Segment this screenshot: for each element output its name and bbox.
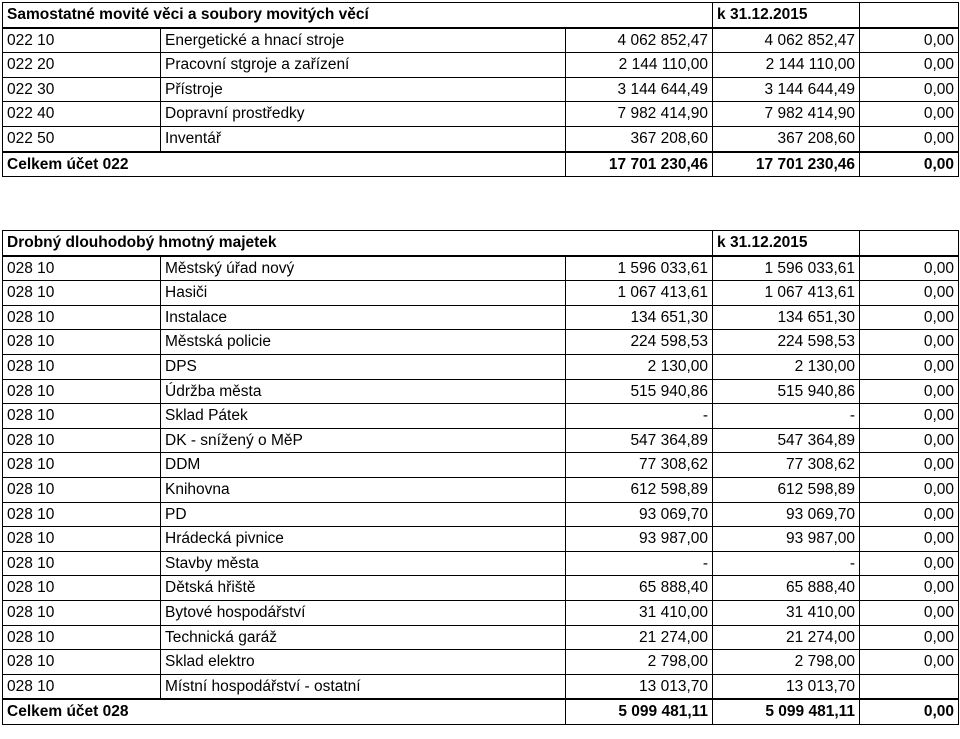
account-code-cell: 028 10 <box>3 330 161 355</box>
table-row <box>3 600 959 625</box>
item-name-cell: DDM <box>161 453 566 478</box>
account-code-cell: 022 10 <box>3 28 161 53</box>
value-end-cell: 93 069,70 <box>713 502 860 527</box>
table-row <box>3 453 959 478</box>
account-code-cell: 022 50 <box>3 126 161 151</box>
table-row <box>3 53 959 78</box>
value-start-cell: 13 013,70 <box>566 674 713 699</box>
value-diff-cell: 0,00 <box>860 453 959 478</box>
value-diff-cell: 0,00 <box>860 281 959 306</box>
section-date: k 31.12.2015 <box>713 3 860 28</box>
value-diff-cell <box>860 674 959 699</box>
value-start-cell: 31 410,00 <box>566 600 713 625</box>
value-end-cell: 7 982 414,90 <box>713 102 860 127</box>
empty-header-cell <box>860 3 959 28</box>
value-diff-cell: 0,00 <box>860 576 959 601</box>
value-end-cell: 13 013,70 <box>713 674 860 699</box>
section-date: k 31.12.2015 <box>713 231 860 256</box>
value-diff-cell: 0,00 <box>860 379 959 404</box>
value-end-cell: - <box>713 404 860 429</box>
table-row <box>3 330 959 355</box>
table-row <box>3 305 959 330</box>
value-diff-cell: 0,00 <box>860 428 959 453</box>
account-code-cell: 028 10 <box>3 576 161 601</box>
item-name-cell: Městský úřad nový <box>161 256 566 281</box>
empty-header-cell <box>860 231 959 256</box>
item-name-cell: Knihovna <box>161 477 566 502</box>
value-start-cell: 7 982 414,90 <box>566 102 713 127</box>
item-name-cell: Údržba města <box>161 379 566 404</box>
account-code-cell: 028 10 <box>3 502 161 527</box>
account-code-cell: 028 10 <box>3 527 161 552</box>
value-end-cell: 224 598,53 <box>713 330 860 355</box>
account-code-cell: 028 10 <box>3 551 161 576</box>
item-name-cell: Energetické a hnací stroje <box>161 28 566 53</box>
value-start-cell: 134 651,30 <box>566 305 713 330</box>
item-name-cell: Technická garáž <box>161 625 566 650</box>
account-code-cell: 028 10 <box>3 453 161 478</box>
account-code-cell: 028 10 <box>3 600 161 625</box>
value-end-cell: 1 067 413,61 <box>713 281 860 306</box>
table-body-022 <box>3 3 959 177</box>
account-code-cell: 028 10 <box>3 354 161 379</box>
account-code-cell: 028 10 <box>3 379 161 404</box>
value-diff-cell: 0,00 <box>860 551 959 576</box>
table-row <box>3 379 959 404</box>
item-name-cell: Hrádecká pivnice <box>161 527 566 552</box>
value-end-cell: 612 598,89 <box>713 477 860 502</box>
item-name-cell: Sklad elektro <box>161 650 566 675</box>
value-start-cell: - <box>566 551 713 576</box>
value-start-cell: 93 987,00 <box>566 527 713 552</box>
table-row <box>3 502 959 527</box>
value-start-cell: 2 144 110,00 <box>566 53 713 78</box>
total-label: Celkem účet 028 <box>3 699 566 724</box>
table-row <box>3 77 959 102</box>
total-end-cell: 5 099 481,11 <box>713 699 860 724</box>
table-row <box>3 404 959 429</box>
value-diff-cell: 0,00 <box>860 625 959 650</box>
value-end-cell: 2 144 110,00 <box>713 53 860 78</box>
value-diff-cell: 0,00 <box>860 502 959 527</box>
value-start-cell: - <box>566 404 713 429</box>
total-diff-cell: 0,00 <box>860 152 959 177</box>
value-diff-cell: 0,00 <box>860 28 959 53</box>
table-row <box>3 527 959 552</box>
total-diff-cell: 0,00 <box>860 699 959 724</box>
value-start-cell: 2 130,00 <box>566 354 713 379</box>
value-diff-cell: 0,00 <box>860 53 959 78</box>
value-end-cell: 2 130,00 <box>713 354 860 379</box>
item-name-cell: Pracovní stgroje a zařízení <box>161 53 566 78</box>
table-row <box>3 28 959 53</box>
value-start-cell: 93 069,70 <box>566 502 713 527</box>
value-start-cell: 1 067 413,61 <box>566 281 713 306</box>
account-code-cell: 022 30 <box>3 77 161 102</box>
table-row <box>3 102 959 127</box>
value-diff-cell: 0,00 <box>860 354 959 379</box>
item-name-cell: Přístroje <box>161 77 566 102</box>
value-end-cell: 515 940,86 <box>713 379 860 404</box>
total-start-cell: 17 701 230,46 <box>566 152 713 177</box>
account-code-cell: 028 10 <box>3 305 161 330</box>
account-code-cell: 028 10 <box>3 625 161 650</box>
value-diff-cell: 0,00 <box>860 256 959 281</box>
item-name-cell: Hasiči <box>161 281 566 306</box>
item-name-cell: Městská policie <box>161 330 566 355</box>
value-start-cell: 1 596 033,61 <box>566 256 713 281</box>
value-end-cell: 134 651,30 <box>713 305 860 330</box>
value-end-cell: 547 364,89 <box>713 428 860 453</box>
account-code-cell: 028 10 <box>3 428 161 453</box>
item-name-cell: Bytové hospodářství <box>161 600 566 625</box>
value-end-cell: 93 987,00 <box>713 527 860 552</box>
item-name-cell: Inventář <box>161 126 566 151</box>
value-diff-cell: 0,00 <box>860 305 959 330</box>
value-start-cell: 367 208,60 <box>566 126 713 151</box>
value-start-cell: 65 888,40 <box>566 576 713 601</box>
table-row <box>3 477 959 502</box>
value-diff-cell: 0,00 <box>860 404 959 429</box>
value-start-cell: 3 144 644,49 <box>566 77 713 102</box>
value-start-cell: 21 274,00 <box>566 625 713 650</box>
item-name-cell: Místní hospodářství - ostatní <box>161 674 566 699</box>
table-row <box>3 576 959 601</box>
item-name-cell: DK - snížený o MěP <box>161 428 566 453</box>
account-code-cell: 028 10 <box>3 674 161 699</box>
item-name-cell: PD <box>161 502 566 527</box>
item-name-cell: Dopravní prostředky <box>161 102 566 127</box>
value-diff-cell: 0,00 <box>860 650 959 675</box>
item-name-cell: Stavby města <box>161 551 566 576</box>
item-name-cell: Dětská hřiště <box>161 576 566 601</box>
account-code-cell: 028 10 <box>3 404 161 429</box>
account-code-cell: 028 10 <box>3 477 161 502</box>
table-body-028 <box>3 231 959 725</box>
table-row <box>3 551 959 576</box>
total-row <box>3 152 959 177</box>
value-start-cell: 4 062 852,47 <box>566 28 713 53</box>
value-start-cell: 224 598,53 <box>566 330 713 355</box>
value-start-cell: 547 364,89 <box>566 428 713 453</box>
table-row <box>3 126 959 151</box>
value-end-cell: 3 144 644,49 <box>713 77 860 102</box>
value-start-cell: 2 798,00 <box>566 650 713 675</box>
section-header-row <box>3 231 959 256</box>
value-start-cell: 77 308,62 <box>566 453 713 478</box>
value-end-cell: 1 596 033,61 <box>713 256 860 281</box>
account-code-cell: 028 10 <box>3 281 161 306</box>
account-code-cell: 022 20 <box>3 53 161 78</box>
value-start-cell: 515 940,86 <box>566 379 713 404</box>
value-diff-cell: 0,00 <box>860 600 959 625</box>
account-code-cell: 022 40 <box>3 102 161 127</box>
item-name-cell: DPS <box>161 354 566 379</box>
value-end-cell: 21 274,00 <box>713 625 860 650</box>
value-end-cell: - <box>713 551 860 576</box>
table-row <box>3 428 959 453</box>
value-diff-cell: 0,00 <box>860 330 959 355</box>
table-row <box>3 625 959 650</box>
value-diff-cell: 0,00 <box>860 77 959 102</box>
value-diff-cell: 0,00 <box>860 527 959 552</box>
table-row <box>3 650 959 675</box>
value-end-cell: 4 062 852,47 <box>713 28 860 53</box>
total-row <box>3 699 959 724</box>
table-row <box>3 354 959 379</box>
section-title: Samostatné movité věci a soubory movitých věcí <box>3 3 713 28</box>
section-title: Drobný dlouhodobý hmotný majetek <box>3 231 713 256</box>
value-end-cell: 367 208,60 <box>713 126 860 151</box>
value-diff-cell: 0,00 <box>860 126 959 151</box>
value-end-cell: 77 308,62 <box>713 453 860 478</box>
account-code-cell: 028 10 <box>3 650 161 675</box>
section-header-row <box>3 3 959 28</box>
value-end-cell: 31 410,00 <box>713 600 860 625</box>
table-majetek-022 <box>2 2 959 177</box>
value-diff-cell: 0,00 <box>860 102 959 127</box>
value-diff-cell: 0,00 <box>860 477 959 502</box>
value-end-cell: 2 798,00 <box>713 650 860 675</box>
item-name-cell: Instalace <box>161 305 566 330</box>
total-start-cell: 5 099 481,11 <box>566 699 713 724</box>
table-row <box>3 674 959 699</box>
table-row <box>3 281 959 306</box>
table-majetek-028 <box>2 230 959 725</box>
value-start-cell: 612 598,89 <box>566 477 713 502</box>
account-code-cell: 028 10 <box>3 256 161 281</box>
value-end-cell: 65 888,40 <box>713 576 860 601</box>
item-name-cell: Sklad Pátek <box>161 404 566 429</box>
total-label: Celkem účet 022 <box>3 152 566 177</box>
total-end-cell: 17 701 230,46 <box>713 152 860 177</box>
table-row <box>3 256 959 281</box>
